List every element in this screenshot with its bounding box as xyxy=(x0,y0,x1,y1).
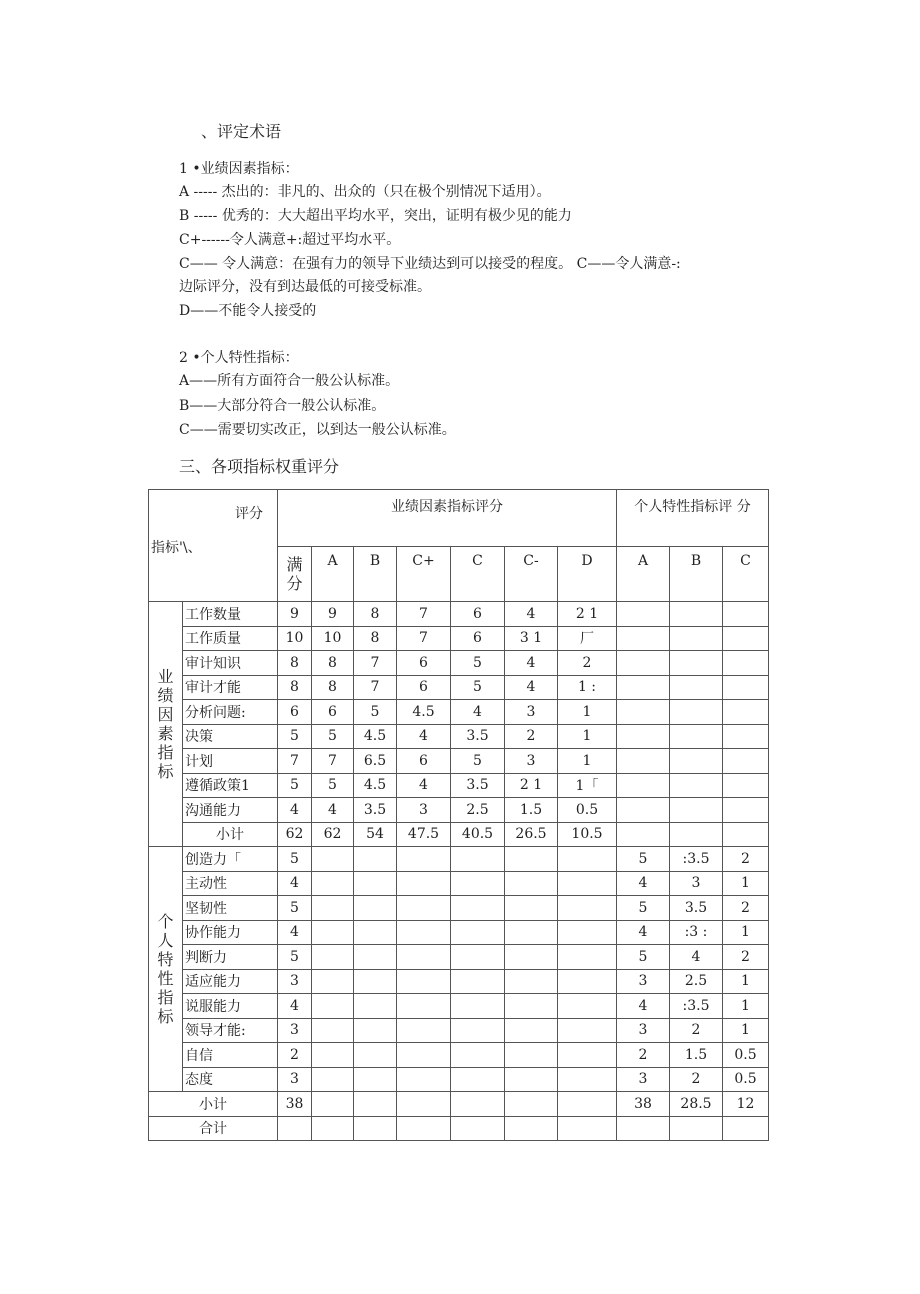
empty-cell xyxy=(354,1092,397,1117)
empty-cell xyxy=(451,1018,505,1043)
empty-cell xyxy=(354,896,397,921)
score-cell: 5 xyxy=(312,773,354,798)
empty-cell xyxy=(312,1043,354,1068)
col-header-perf-grade: C+ xyxy=(397,547,451,602)
col-header-perf-grade: B xyxy=(354,547,397,602)
score-cell: 4 xyxy=(505,651,558,676)
empty-cell xyxy=(558,896,617,921)
score-cell: 2.5 xyxy=(670,969,723,994)
indicator-name: 计划 xyxy=(183,749,278,774)
full-score-cell: 4 xyxy=(278,871,312,896)
score-cell: 8 xyxy=(278,675,312,700)
perf-term-line: A ----- 杰出的：非凡的、出众的（只在极个别情况下适用）。 xyxy=(179,184,551,200)
table-row xyxy=(149,749,769,774)
table-row xyxy=(149,602,769,627)
table-corner-cell xyxy=(149,490,278,602)
empty-cell xyxy=(670,773,723,798)
score-cell: 6 xyxy=(312,700,354,725)
table-row xyxy=(149,1067,769,1092)
empty-cell xyxy=(617,773,670,798)
score-cell: 4 xyxy=(505,675,558,700)
empty-cell xyxy=(451,1067,505,1092)
subtotal-label: 小计 xyxy=(149,1092,278,1117)
section-heading-weights: 三、各项指标权重评分 xyxy=(179,457,340,476)
score-cell: 6 xyxy=(397,675,451,700)
score-cell: 7 xyxy=(354,651,397,676)
empty-cell xyxy=(558,920,617,945)
empty-cell xyxy=(505,871,558,896)
score-cell: 8 xyxy=(312,675,354,700)
personal-term-line: B——大部分符合一般公认标准。 xyxy=(179,398,386,414)
empty-cell xyxy=(670,822,723,847)
personal-term-line: A——所有方面符合一般公认标准。 xyxy=(179,373,400,389)
score-cell: 1「 xyxy=(558,773,617,798)
subtotal-cell: 54 xyxy=(354,822,397,847)
score-cell: 2 1 xyxy=(505,773,558,798)
subtotal-cell: 62 xyxy=(312,822,354,847)
indicator-name: 态度 xyxy=(183,1067,278,1092)
score-cell: 3 xyxy=(397,798,451,823)
score-cell: 6 xyxy=(397,749,451,774)
empty-cell xyxy=(312,1092,354,1117)
indicator-name: 领导才能: xyxy=(183,1018,278,1043)
empty-cell xyxy=(617,602,670,627)
empty-cell xyxy=(312,945,354,970)
full-score-cell: 4 xyxy=(278,994,312,1019)
empty-cell xyxy=(723,822,769,847)
score-cell: 6.5 xyxy=(354,749,397,774)
score-cell: 4.5 xyxy=(354,724,397,749)
full-score-cell: 2 xyxy=(278,1043,312,1068)
empty-cell xyxy=(312,1067,354,1092)
empty-cell xyxy=(670,675,723,700)
empty-cell xyxy=(505,1043,558,1068)
indicator-name: 决策 xyxy=(183,724,278,749)
subtotal-row xyxy=(149,822,769,847)
empty-cell xyxy=(451,920,505,945)
score-cell: 0.5 xyxy=(723,1043,769,1068)
table-row xyxy=(149,945,769,970)
empty-cell xyxy=(670,651,723,676)
score-cell: 4 xyxy=(617,920,670,945)
perf-score-header: 业绩因素指标评分 xyxy=(278,490,617,547)
subtotal-cell: 47.5 xyxy=(397,822,451,847)
empty-cell xyxy=(505,1116,558,1141)
subtotal-row xyxy=(149,1092,769,1117)
empty-cell xyxy=(617,700,670,725)
empty-cell xyxy=(451,1043,505,1068)
empty-cell xyxy=(723,798,769,823)
empty-cell xyxy=(312,1018,354,1043)
empty-cell xyxy=(397,1043,451,1068)
score-cell: 4.5 xyxy=(397,700,451,725)
score-cell: 3.5 xyxy=(451,773,505,798)
subtotal-cell: 10.5 xyxy=(558,822,617,847)
empty-cell xyxy=(451,1092,505,1117)
empty-cell xyxy=(451,847,505,872)
score-cell: 1.5 xyxy=(670,1043,723,1068)
score-cell: 5 xyxy=(278,724,312,749)
empty-cell xyxy=(397,994,451,1019)
subtotal-cell: 28.5 xyxy=(670,1092,723,1117)
empty-cell xyxy=(505,1018,558,1043)
total-row xyxy=(149,1116,769,1141)
score-cell: 3 xyxy=(617,1067,670,1092)
empty-cell xyxy=(617,724,670,749)
score-cell: 8 xyxy=(354,626,397,651)
empty-cell xyxy=(670,1116,723,1141)
empty-cell xyxy=(505,847,558,872)
col-header-full-score: 满分 xyxy=(278,547,312,602)
col-header-perf-grade: C- xyxy=(505,547,558,602)
empty-cell xyxy=(354,1043,397,1068)
table-row xyxy=(149,1043,769,1068)
score-cell: 9 xyxy=(278,602,312,627)
empty-cell xyxy=(723,1116,769,1141)
table-row xyxy=(149,871,769,896)
score-cell: 6 xyxy=(397,651,451,676)
score-cell: 2 xyxy=(670,1067,723,1092)
personal-group-label xyxy=(149,847,183,1092)
table-row xyxy=(149,994,769,1019)
empty-cell xyxy=(397,871,451,896)
score-cell: 5 xyxy=(617,945,670,970)
score-cell: 7 xyxy=(397,602,451,627)
empty-cell xyxy=(723,749,769,774)
table-row xyxy=(149,675,769,700)
table-row xyxy=(149,798,769,823)
perf-term-line: D——不能令人接受的 xyxy=(179,303,317,319)
empty-cell xyxy=(723,602,769,627)
empty-cell xyxy=(670,724,723,749)
empty-cell xyxy=(723,773,769,798)
table-row xyxy=(149,847,769,872)
empty-cell xyxy=(617,749,670,774)
score-cell: 1 xyxy=(723,920,769,945)
score-cell: 4 xyxy=(617,994,670,1019)
empty-cell xyxy=(617,822,670,847)
empty-cell xyxy=(354,1067,397,1092)
empty-cell xyxy=(505,945,558,970)
empty-cell xyxy=(451,994,505,1019)
personal-score-header: 个人特性指标评 分 xyxy=(617,490,769,547)
empty-cell xyxy=(354,994,397,1019)
col-header-personal-grade: A xyxy=(617,547,670,602)
empty-cell xyxy=(558,1067,617,1092)
subtotal-cell: 38 xyxy=(617,1092,670,1117)
score-table xyxy=(148,489,769,1141)
empty-cell xyxy=(505,920,558,945)
score-cell: 3 1 xyxy=(505,626,558,651)
indicator-name: 说服能力 xyxy=(183,994,278,1019)
indicator-name: 主动性 xyxy=(183,871,278,896)
table-row xyxy=(149,651,769,676)
empty-cell xyxy=(558,1018,617,1043)
score-cell: 10 xyxy=(278,626,312,651)
table-row xyxy=(149,773,769,798)
empty-cell xyxy=(354,847,397,872)
full-score-cell: 4 xyxy=(278,920,312,945)
score-cell: 1 xyxy=(723,994,769,1019)
score-cell: 厂 xyxy=(558,626,617,651)
score-cell: 3.5 xyxy=(670,896,723,921)
empty-cell xyxy=(617,798,670,823)
perf-term-line: 边际评分，没有到达最低的可接受标准。 xyxy=(179,279,431,295)
empty-cell xyxy=(354,1018,397,1043)
empty-cell xyxy=(670,749,723,774)
full-score-cell: 5 xyxy=(278,896,312,921)
score-cell: 3 xyxy=(617,1018,670,1043)
corner-indicator-label: 指标'\、 xyxy=(151,539,202,556)
score-cell: 1 xyxy=(723,871,769,896)
table-row xyxy=(149,724,769,749)
empty-cell xyxy=(670,602,723,627)
subtotal-label: 小计 xyxy=(183,822,278,847)
score-cell: 5 xyxy=(278,773,312,798)
indicator-name: 审计才能 xyxy=(183,675,278,700)
score-cell: 3 xyxy=(617,969,670,994)
table-row xyxy=(149,896,769,921)
score-cell: 5 xyxy=(617,847,670,872)
full-score-cell: 5 xyxy=(278,847,312,872)
score-cell: 7 xyxy=(312,749,354,774)
score-cell: 2 xyxy=(723,896,769,921)
score-cell: 4 xyxy=(278,798,312,823)
indicator-name: 审计知识 xyxy=(183,651,278,676)
score-cell: 2 xyxy=(617,1043,670,1068)
section-heading-terms: 、评定术语 xyxy=(201,122,282,141)
table-row xyxy=(149,700,769,725)
score-cell: 2 1 xyxy=(558,602,617,627)
empty-cell xyxy=(617,626,670,651)
score-cell: 3.5 xyxy=(354,798,397,823)
empty-cell xyxy=(723,700,769,725)
indicator-name: 创造力「 xyxy=(183,847,278,872)
perf-terms-title: 1 •业绩因素指标： xyxy=(179,161,299,177)
empty-cell xyxy=(451,896,505,921)
score-cell: 4 xyxy=(397,773,451,798)
col-header-perf-grade: A xyxy=(312,547,354,602)
subtotal-cell: 62 xyxy=(278,822,312,847)
subtotal-cell: 26.5 xyxy=(505,822,558,847)
score-cell: 4.5 xyxy=(354,773,397,798)
empty-cell xyxy=(558,871,617,896)
col-header-perf-grade: D xyxy=(558,547,617,602)
score-cell: 0.5 xyxy=(723,1067,769,1092)
score-cell: 6 xyxy=(451,626,505,651)
full-score-cell: 3 xyxy=(278,1018,312,1043)
score-cell: 4 xyxy=(451,700,505,725)
perf-group-label-text: 业绩因素指标 xyxy=(157,667,174,781)
table-row xyxy=(149,1018,769,1043)
personal-term-line: C——需要切实改正，以到达一般公认标准。 xyxy=(179,422,456,438)
score-cell: 4 xyxy=(397,724,451,749)
empty-cell xyxy=(723,675,769,700)
empty-cell xyxy=(505,1092,558,1117)
empty-cell xyxy=(354,945,397,970)
score-cell: 5 xyxy=(312,724,354,749)
perf-term-line: C+------令人满意+:超过平均水平。 xyxy=(179,232,401,248)
score-cell: 5 xyxy=(451,749,505,774)
col-header-personal-grade: B xyxy=(670,547,723,602)
indicator-name: 坚韧性 xyxy=(183,896,278,921)
indicator-name: 工作质量 xyxy=(183,626,278,651)
empty-cell xyxy=(670,700,723,725)
table-row xyxy=(149,626,769,651)
score-cell: :3.5 xyxy=(670,847,723,872)
score-cell: 0.5 xyxy=(558,798,617,823)
perf-term-line: C—— 令人满意：在强有力的领导下业绩达到可以接受的程度。 C——令人满意-: xyxy=(179,256,681,272)
perf-group-label xyxy=(149,602,183,847)
col-header-perf-grade: C xyxy=(451,547,505,602)
empty-cell xyxy=(312,871,354,896)
empty-cell xyxy=(397,1092,451,1117)
score-cell: 3 xyxy=(505,700,558,725)
score-cell: 3 xyxy=(505,749,558,774)
score-cell: 7 xyxy=(397,626,451,651)
personal-terms-title: 2 •个人特性指标： xyxy=(179,350,299,366)
score-cell: 8 xyxy=(312,651,354,676)
empty-cell xyxy=(723,651,769,676)
empty-cell xyxy=(397,1116,451,1141)
empty-cell xyxy=(723,724,769,749)
personal-group-label-text: 个人特性指标 xyxy=(157,912,174,1026)
score-cell: 2.5 xyxy=(451,798,505,823)
empty-cell xyxy=(312,920,354,945)
subtotal-cell: 38 xyxy=(278,1092,312,1117)
empty-cell xyxy=(558,1092,617,1117)
score-cell: 1 : xyxy=(558,675,617,700)
score-cell: 1 xyxy=(558,724,617,749)
empty-cell xyxy=(397,920,451,945)
score-cell: 5 xyxy=(617,896,670,921)
score-cell: 8 xyxy=(278,651,312,676)
score-cell: :3 : xyxy=(670,920,723,945)
subtotal-cell: 40.5 xyxy=(451,822,505,847)
score-cell: 5 xyxy=(451,675,505,700)
indicator-name: 遵循政策1 xyxy=(183,773,278,798)
score-cell: 1 xyxy=(723,969,769,994)
empty-cell xyxy=(617,1116,670,1141)
score-cell: 3.5 xyxy=(451,724,505,749)
score-cell: 4 xyxy=(312,798,354,823)
empty-cell xyxy=(312,994,354,1019)
score-cell: 4 xyxy=(670,945,723,970)
score-cell: 3 xyxy=(670,871,723,896)
empty-cell xyxy=(397,1018,451,1043)
score-cell: 4 xyxy=(617,871,670,896)
empty-cell xyxy=(312,969,354,994)
empty-cell xyxy=(354,969,397,994)
total-label: 合计 xyxy=(149,1116,278,1141)
score-cell: 7 xyxy=(354,675,397,700)
score-cell: 2 xyxy=(670,1018,723,1043)
empty-cell xyxy=(397,945,451,970)
empty-cell xyxy=(397,847,451,872)
empty-cell xyxy=(505,969,558,994)
subtotal-cell: 12 xyxy=(723,1092,769,1117)
empty-cell xyxy=(558,994,617,1019)
score-cell: 2 xyxy=(505,724,558,749)
empty-cell xyxy=(617,675,670,700)
score-cell: 6 xyxy=(451,602,505,627)
score-cell: 7 xyxy=(278,749,312,774)
indicator-name: 判断力 xyxy=(183,945,278,970)
empty-cell xyxy=(617,651,670,676)
score-cell: 10 xyxy=(312,626,354,651)
empty-cell xyxy=(558,847,617,872)
empty-cell xyxy=(505,896,558,921)
table-row xyxy=(149,969,769,994)
empty-cell xyxy=(278,1116,312,1141)
empty-cell xyxy=(670,798,723,823)
score-cell: 2 xyxy=(723,847,769,872)
empty-cell xyxy=(397,896,451,921)
score-cell: 1 xyxy=(723,1018,769,1043)
empty-cell xyxy=(354,871,397,896)
empty-cell xyxy=(397,1067,451,1092)
indicator-name: 协作能力 xyxy=(183,920,278,945)
indicator-name: 工作数量 xyxy=(183,602,278,627)
empty-cell xyxy=(505,994,558,1019)
score-cell: :3.5 xyxy=(670,994,723,1019)
indicator-name: 沟通能力 xyxy=(183,798,278,823)
empty-cell xyxy=(723,626,769,651)
empty-cell xyxy=(312,847,354,872)
score-cell: 1 xyxy=(558,749,617,774)
score-cell: 4 xyxy=(505,602,558,627)
empty-cell xyxy=(558,945,617,970)
empty-cell xyxy=(670,626,723,651)
score-cell: 8 xyxy=(354,602,397,627)
indicator-name: 适应能力 xyxy=(183,969,278,994)
indicator-name: 分析问题: xyxy=(183,700,278,725)
score-cell: 9 xyxy=(312,602,354,627)
score-cell: 1.5 xyxy=(505,798,558,823)
empty-cell xyxy=(451,871,505,896)
empty-cell xyxy=(451,969,505,994)
score-cell: 2 xyxy=(558,651,617,676)
score-cell: 5 xyxy=(451,651,505,676)
indicator-name: 自信 xyxy=(183,1043,278,1068)
table-row xyxy=(149,920,769,945)
empty-cell xyxy=(354,1116,397,1141)
empty-cell xyxy=(312,896,354,921)
empty-cell xyxy=(312,1116,354,1141)
perf-term-line: B ----- 优秀的：大大超出平均水平，突出，证明有极少见的能力 xyxy=(179,208,572,224)
full-score-cell: 3 xyxy=(278,1067,312,1092)
full-score-cell: 3 xyxy=(278,969,312,994)
score-cell: 2 xyxy=(723,945,769,970)
col-header-personal-grade: C xyxy=(723,547,769,602)
empty-cell xyxy=(505,1067,558,1092)
empty-cell xyxy=(558,1043,617,1068)
full-score-cell: 5 xyxy=(278,945,312,970)
score-cell: 5 xyxy=(354,700,397,725)
corner-score-label: 评分 xyxy=(235,505,263,522)
empty-cell xyxy=(558,1116,617,1141)
score-cell: 1 xyxy=(558,700,617,725)
empty-cell xyxy=(397,969,451,994)
empty-cell xyxy=(354,920,397,945)
empty-cell xyxy=(558,969,617,994)
score-cell: 6 xyxy=(278,700,312,725)
empty-cell xyxy=(451,945,505,970)
empty-cell xyxy=(451,1116,505,1141)
